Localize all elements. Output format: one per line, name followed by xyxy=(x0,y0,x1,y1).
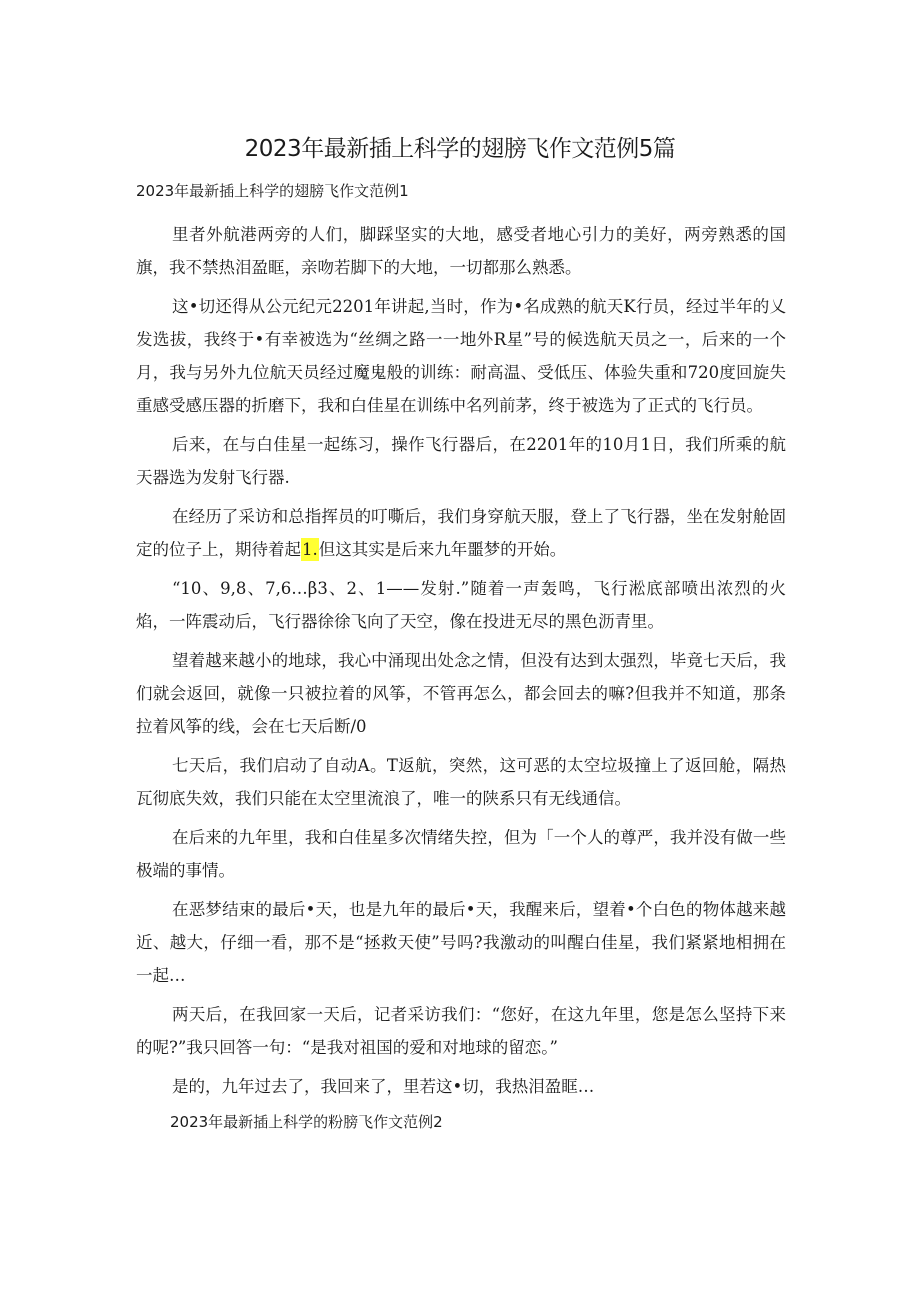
document-title: 2023年最新插上科学的翅膀飞作文范例5篇 xyxy=(244,136,676,162)
paragraph-3: 后来，在与白佳星一起练习，操作飞行器后，在2201年的10月1日，我们所乘的航天器选为发射飞行器. xyxy=(136,435,786,487)
highlighted-text: 1. xyxy=(302,540,318,559)
document-body xyxy=(136,178,786,1149)
paragraph-8: 在后来的九年里，我和白佳星多次情绪失控，但为「一个人的尊严，我并没有做一些极端的事情。 xyxy=(136,828,786,880)
paragraph-10: 两天后，在我回家一天后，记者采访我们：“您好，在这九年里，您是怎么坚持下来的呢?”我只回答一句：“是我对祖国的爱和对地球的留恋。” xyxy=(136,1005,786,1057)
section-heading-1: 2023年最新插上科学的翅膀飞作文范例1 xyxy=(136,182,409,200)
paragraph-9: 在恶梦结束的最后•天，也是九年的最后•天，我醒来后，望着•个白色的物体越来越近、越大，仔细一看，那不是“拯救天使”号吗?我激动的叫醒白佳星，我们紧紧地相拥在一起… xyxy=(136,900,786,985)
paragraph-5: “10、9,8、7,6…β3、2、1——发射.”随着一声轰鸣，飞行淞底部喷出浓烈的火焰，一阵震动后，飞行器徐徐飞向了天空，像在投进无尽的黑色沥青里。 xyxy=(136,579,786,631)
paragraph-6: 望着越来越小的地球，我心中涌现出处念之情，但没有达到太强烈，毕竟七天后，我们就会返回，就像一只被拉着的风筝，不管再怎么，都会回去的嘛?但我并不知道，那条拉着风筝的线，会在七天后断/0 xyxy=(136,651,786,736)
paragraph-4-text-after: 但这其实是后来九年噩梦的开始。 xyxy=(318,540,567,559)
paragraph-1: 里者外航港两旁的人们，脚踩坚实的大地，感受者地心引力的美好，两旁熟悉的国旗，我不禁热泪盈眶，亲吻若脚下的大地，一切都那么熟悉。 xyxy=(136,225,786,277)
section-heading-2: 2023年最新插上科学的粉膀飞作文范例2 xyxy=(170,1113,443,1131)
paragraph-2: 这•切还得从公元纪元2201年讲起,当时，作为•名成熟的航天K行员，经过半年的乂发选拔，我终于•有幸被选为“丝绸之路一一地外R星”号的候选航天员之一，后来的一个月，我与另外九位航天员经过魔鬼般的训练：耐高温、受低压、体验失重和720度回旋失重感受感压器的折磨下，我和白佳星在训练中名列前茅，终于被选为了正式的飞行员。 xyxy=(136,297,786,415)
paragraph-7: 七天后，我们启动了自动A。T返航，突然，这可恶的太空垃圾撞上了返回舱，隔热瓦彻底失效，我们只能在太空里流浪了，唯一的陕系只有无线通信。 xyxy=(136,756,786,808)
paragraph-11: 是的，九年过去了，我回来了，里若这•切，我热泪盈眶… xyxy=(172,1077,595,1096)
paragraph-4-text-before: 在经历了采访和总指挥员的叮嘶后，我们身穿航天服，登上了飞行器，坐在发射舱固定的位子上，期待着起 xyxy=(136,507,786,559)
paragraph-4 xyxy=(136,500,786,566)
